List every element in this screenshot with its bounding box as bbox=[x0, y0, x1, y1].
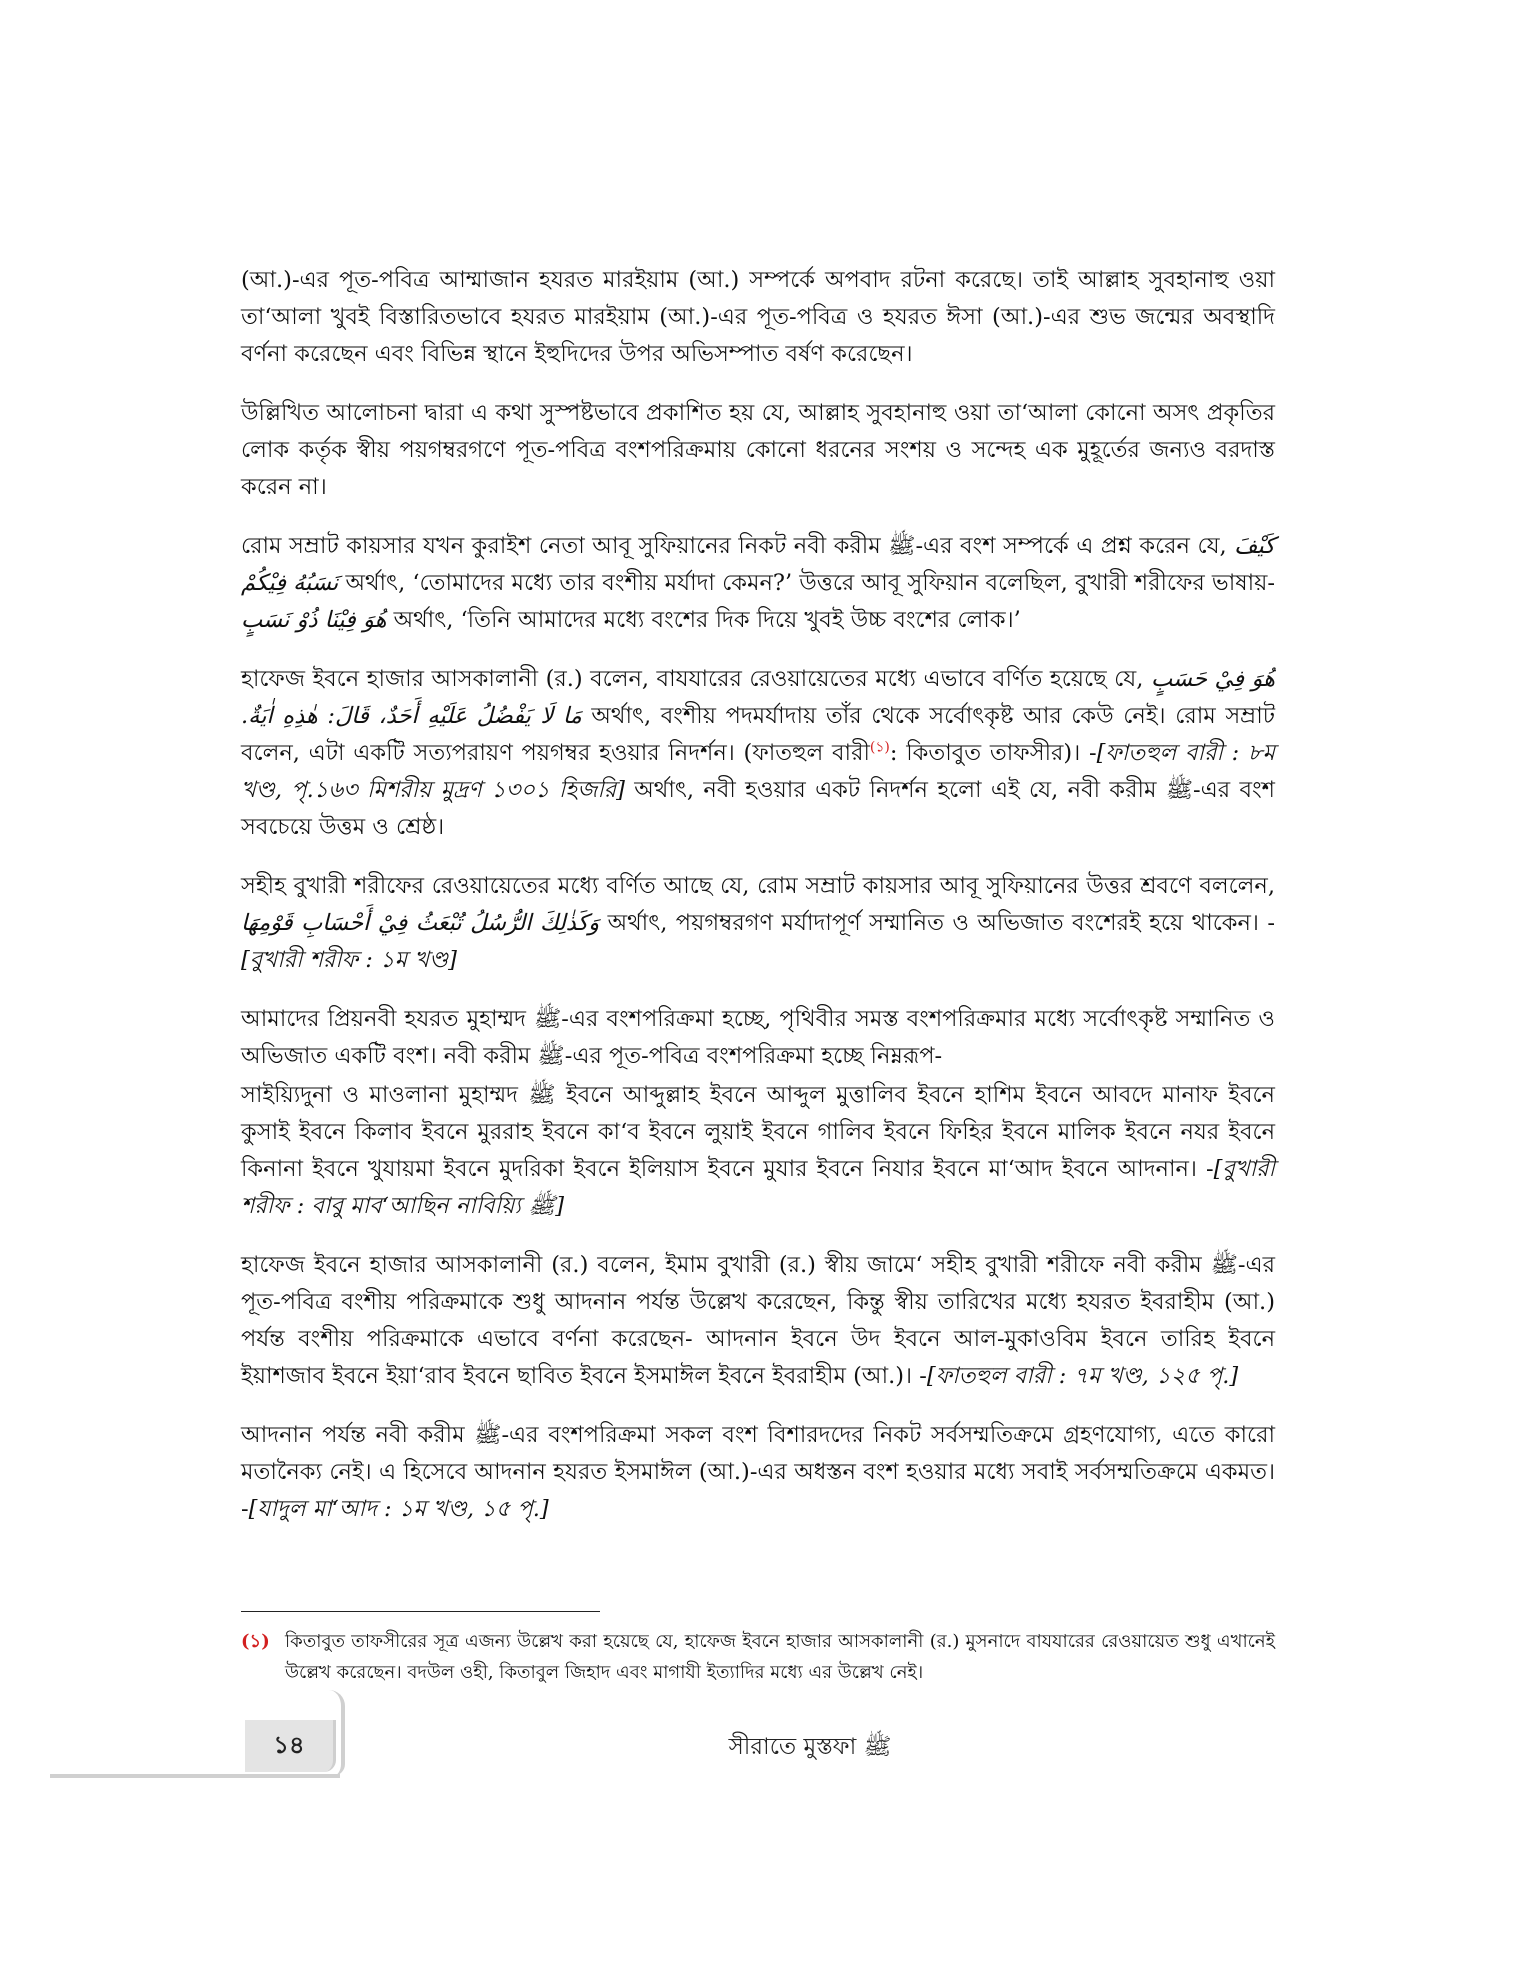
running-title: সীরাতে মুস্তফা ﷺ bbox=[728, 1734, 892, 1760]
paragraph-9-text: আদনান পর্যন্ত নবী করীম ﷺ-এর বংশপরিক্রমা সকল বংশ বিশারদদের নিকট সর্বসম্মতিক্রমে গ্রহণযোগ্য, এতে কারো মতানৈক্য নেই। এ হিসেবে আদনান হযরত ইসমাঈল (আ.)-এর অধস্তন বংশ হওয়ার মধ্যে সবাই সর্বসম্মতিক্রমে একমত। - bbox=[241, 1422, 1275, 1522]
paragraph-4 bbox=[241, 661, 1275, 846]
footnote-divider bbox=[241, 1611, 600, 1612]
paragraph-5-text-b: অর্থাৎ, পয়গম্বরগণ মর্যাদাপূর্ণ সম্মানিত ও অভিজাত বংশেরই হয়ে থাকেন। - bbox=[607, 910, 1276, 936]
paragraph-2: উল্লিখিত আলোচনা দ্বারা এ কথা সুস্পষ্টভাবে প্রকাশিত হয় যে, আল্লাহ সুবহানাহু ওয়া তা‘আলা কোনো অসৎ প্রকৃতির লোক কর্তৃক স্বীয় পয়গম্বরগণে পূত-পবিত্র বংশপরিক্রমায় কোনো ধরনের সংশয় ও সন্দেহ এক মুহূর্তের জন্যও বরদাস্ত করেন না। bbox=[241, 400, 1275, 500]
paragraph-3-text-a: রোম সম্রাট কায়সার যখন কুরাইশ নেতা আবূ সুফিয়ানের নিকট নবী করীম ﷺ-এর বংশ সম্পর্কে এ প্রশ্ন করেন যে, bbox=[241, 533, 1227, 559]
paragraph-5 bbox=[241, 868, 1275, 979]
paragraph-9 bbox=[241, 1417, 1275, 1528]
footnote-reference[interactable]: (১) bbox=[869, 739, 890, 756]
footnote-marker: (১) bbox=[241, 1631, 270, 1652]
citation: [বুখারী শরীফ : বাবু মাব‘আছিন নাবিয়্যি ﷺ] bbox=[241, 1156, 1275, 1219]
arabic-quote: كَيْفَ نَسَبُهُ فِيْكُمْ bbox=[241, 533, 1275, 596]
paragraph-7 bbox=[241, 1077, 1275, 1225]
arabic-quote: هُوَ فِيْنَا ذُوْ نَسَبٍ bbox=[241, 607, 387, 633]
page-number: ১৪ bbox=[273, 1730, 305, 1759]
citation: [ফাতহুল বারী : ৭ম খণ্ড, ১২৫ পৃ.] bbox=[926, 1363, 1239, 1389]
paragraph-8 bbox=[241, 1247, 1275, 1395]
paragraph-3-text-c: অর্থাৎ, ‘তিনি আমাদের মধ্যে বংশের দিক দিয়ে খুবই উচ্চ বংশের লোক।’ bbox=[393, 607, 1021, 633]
paragraph-4-text-a: হাফেজ ইবনে হাজার আসকালানী (র.) বলেন, বাযযারের রেওয়ায়েতের মধ্যে এভাবে বর্ণিত হয়েছে যে, bbox=[241, 666, 1144, 692]
paragraph-4-text-c: : কিতাবুত তাফসীর)। - bbox=[889, 740, 1097, 766]
footnote bbox=[241, 1626, 1275, 1688]
paragraph-1: (আ.)-এর পূত-পবিত্র আম্মাজান হযরত মারইয়াম (আ.) সম্পর্কে অপবাদ রটনা করেছে। তাই আল্লাহ সুবহানাহু ওয়া তা‘আলা খুবই বিস্তারিতভাবে হযরত মারইয়াম (আ.)-এর পূত-পবিত্র ও হযরত ঈসা (আ.)-এর শুভ জন্মের অবস্থাদি বর্ণনা করেছেন এবং বিভিন্ন স্থানে ইহুদিদের উপর অভিসম্পাত বর্ষণ করেছেন। bbox=[241, 267, 1275, 367]
citation: [ফাতহুল বারী : ৮ম খণ্ড, পৃ.১৬৩ মিশরীয় মুদ্রণ ১৩০১ হিজরি] bbox=[241, 740, 1275, 803]
paragraph-3-text-b: অর্থাৎ, ‘তোমাদের মধ্যে তার বংশীয় মর্যাদা কেমন?’ উত্তরে আবূ সুফিয়ান বলেছিল, বুখারী শরীফের ভাষায়- bbox=[345, 570, 1276, 596]
footnote-text: কিতাবুত তাফসীরের সূত্র এজন্য উল্লেখ করা হয়েছে যে, হাফেজ ইবনে হাজার আসকালানী (র.) মুসনাদে বাযযারের রেওয়ায়েত শুধু এখানেই উল্লেখ করেছেন। বদউল ওহী, কিতাবুল জিহাদ এবং মাগাযী ইত্যাদির মধ্যে এর উল্লেখ নেই। bbox=[285, 1631, 1275, 1683]
paragraph-4-text-d: অর্থাৎ, নবী হওয়ার একট নিদর্শন হলো এই যে, নবী করীম ﷺ-এর বংশ সবচেয়ে উত্তম ও শ্রেষ্ঠ। bbox=[241, 777, 1275, 840]
paragraph-8-text: হাফেজ ইবনে হাজার আসকালানী (র.) বলেন, ইমাম বুখারী (র.) স্বীয় জামে‘ সহীহ বুখারী শরীফে নবী করীম ﷺ-এর পূত-পবিত্র বংশীয় পরিক্রমাকে শুধু আদনান পর্যন্ত উল্লেখ করেছেন, কিন্তু স্বীয় তারিখের মধ্যে হযরত ইবরাহীম (আ.) পর্যন্ত বংশীয় পরিক্রমাকে এভাবে বর্ণনা করেছেন- আদনান ইবনে উদ ইবনে আল-মুকাওবিম ইবনে তারিহ ইবনে ইয়াশজাব ইবনে ইয়া‘রাব ইবনে ছাবিত ইবনে ইসমাঈল ইবনে ইবরাহীম (আ.)। - bbox=[241, 1252, 1275, 1389]
paragraph-3 bbox=[241, 528, 1275, 639]
paragraph-5-text-a: সহীহ বুখারী শরীফের রেওয়ায়েতের মধ্যে বর্ণিত আছে যে, রোম সম্রাট কায়সার আবূ সুফিয়ানের উত্তর শ্রবণে বললেন, bbox=[241, 873, 1275, 899]
footer-rule bbox=[50, 1774, 340, 1778]
citation: [বুখারী শরীফ : ১ম খণ্ড] bbox=[241, 947, 457, 973]
paragraph-7-text: সাইয়্যিদুনা ও মাওলানা মুহাম্মদ ﷺ ইবনে আব্দুল্লাহ ইবনে আব্দুল মুত্তালিব ইবনে হাশিম ইবনে আবদে মানাফ ইবনে কুসাই ইবনে কিলাব ইবনে মুররাহ ইবনে কা‘ব ইবনে লুয়াই ইবনে গালিব ইবনে ফিহির ইবনে মালিক ইবনে নযর ইবনে কিনানা ইবনে খুযায়মা ইবনে মুদরিকা ইবনে ইলিয়াস ইবনে মুযার ইবনে নিযার ইবনে মা‘আদ ইবনে আদনান। - bbox=[241, 1082, 1275, 1182]
arabic-quote: هُوَ فِيْ حَسَبٍ مَا لَا يَفْضُلُ عَلَيْهِ أَحَدٌ، قَالَ: هٰذِهِ اٰيَةٌ. bbox=[241, 666, 1276, 729]
paragraph-4-text-b: অর্থাৎ, বংশীয় পদমর্যাদায় তাঁর থেকে সর্বোৎকৃষ্ট আর কেউ নেই। রোম সম্রাট বলেন, এটা একটি সত্যপরায়ণ পয়গম্বর হওয়ার নিদর্শন। (ফাতহুল বারী bbox=[241, 703, 1275, 766]
arabic-quote: وَكَذٰلِكَ الرُّسُلُ تُبْعَثُ فِيْ أَحْسَابِ قَوْمِهَا bbox=[241, 910, 600, 936]
paragraph-6: আমাদের প্রিয়নবী হযরত মুহাম্মদ ﷺ-এর বংশপরিক্রমা হচ্ছে, পৃথিবীর সমস্ত বংশপরিক্রমার মধ্যে সর্বোৎকৃষ্ট সম্মানিত ও অভিজাত একটি বংশ। নবী করীম ﷺ-এর পূত-পবিত্র বংশপরিক্রমা হচ্ছে নিম্নরূপ- bbox=[241, 1006, 1275, 1069]
main-text bbox=[241, 262, 1275, 1550]
citation: [যাদুল মা‘আদ : ১ম খণ্ড, ১৫ পৃ.] bbox=[248, 1496, 549, 1522]
